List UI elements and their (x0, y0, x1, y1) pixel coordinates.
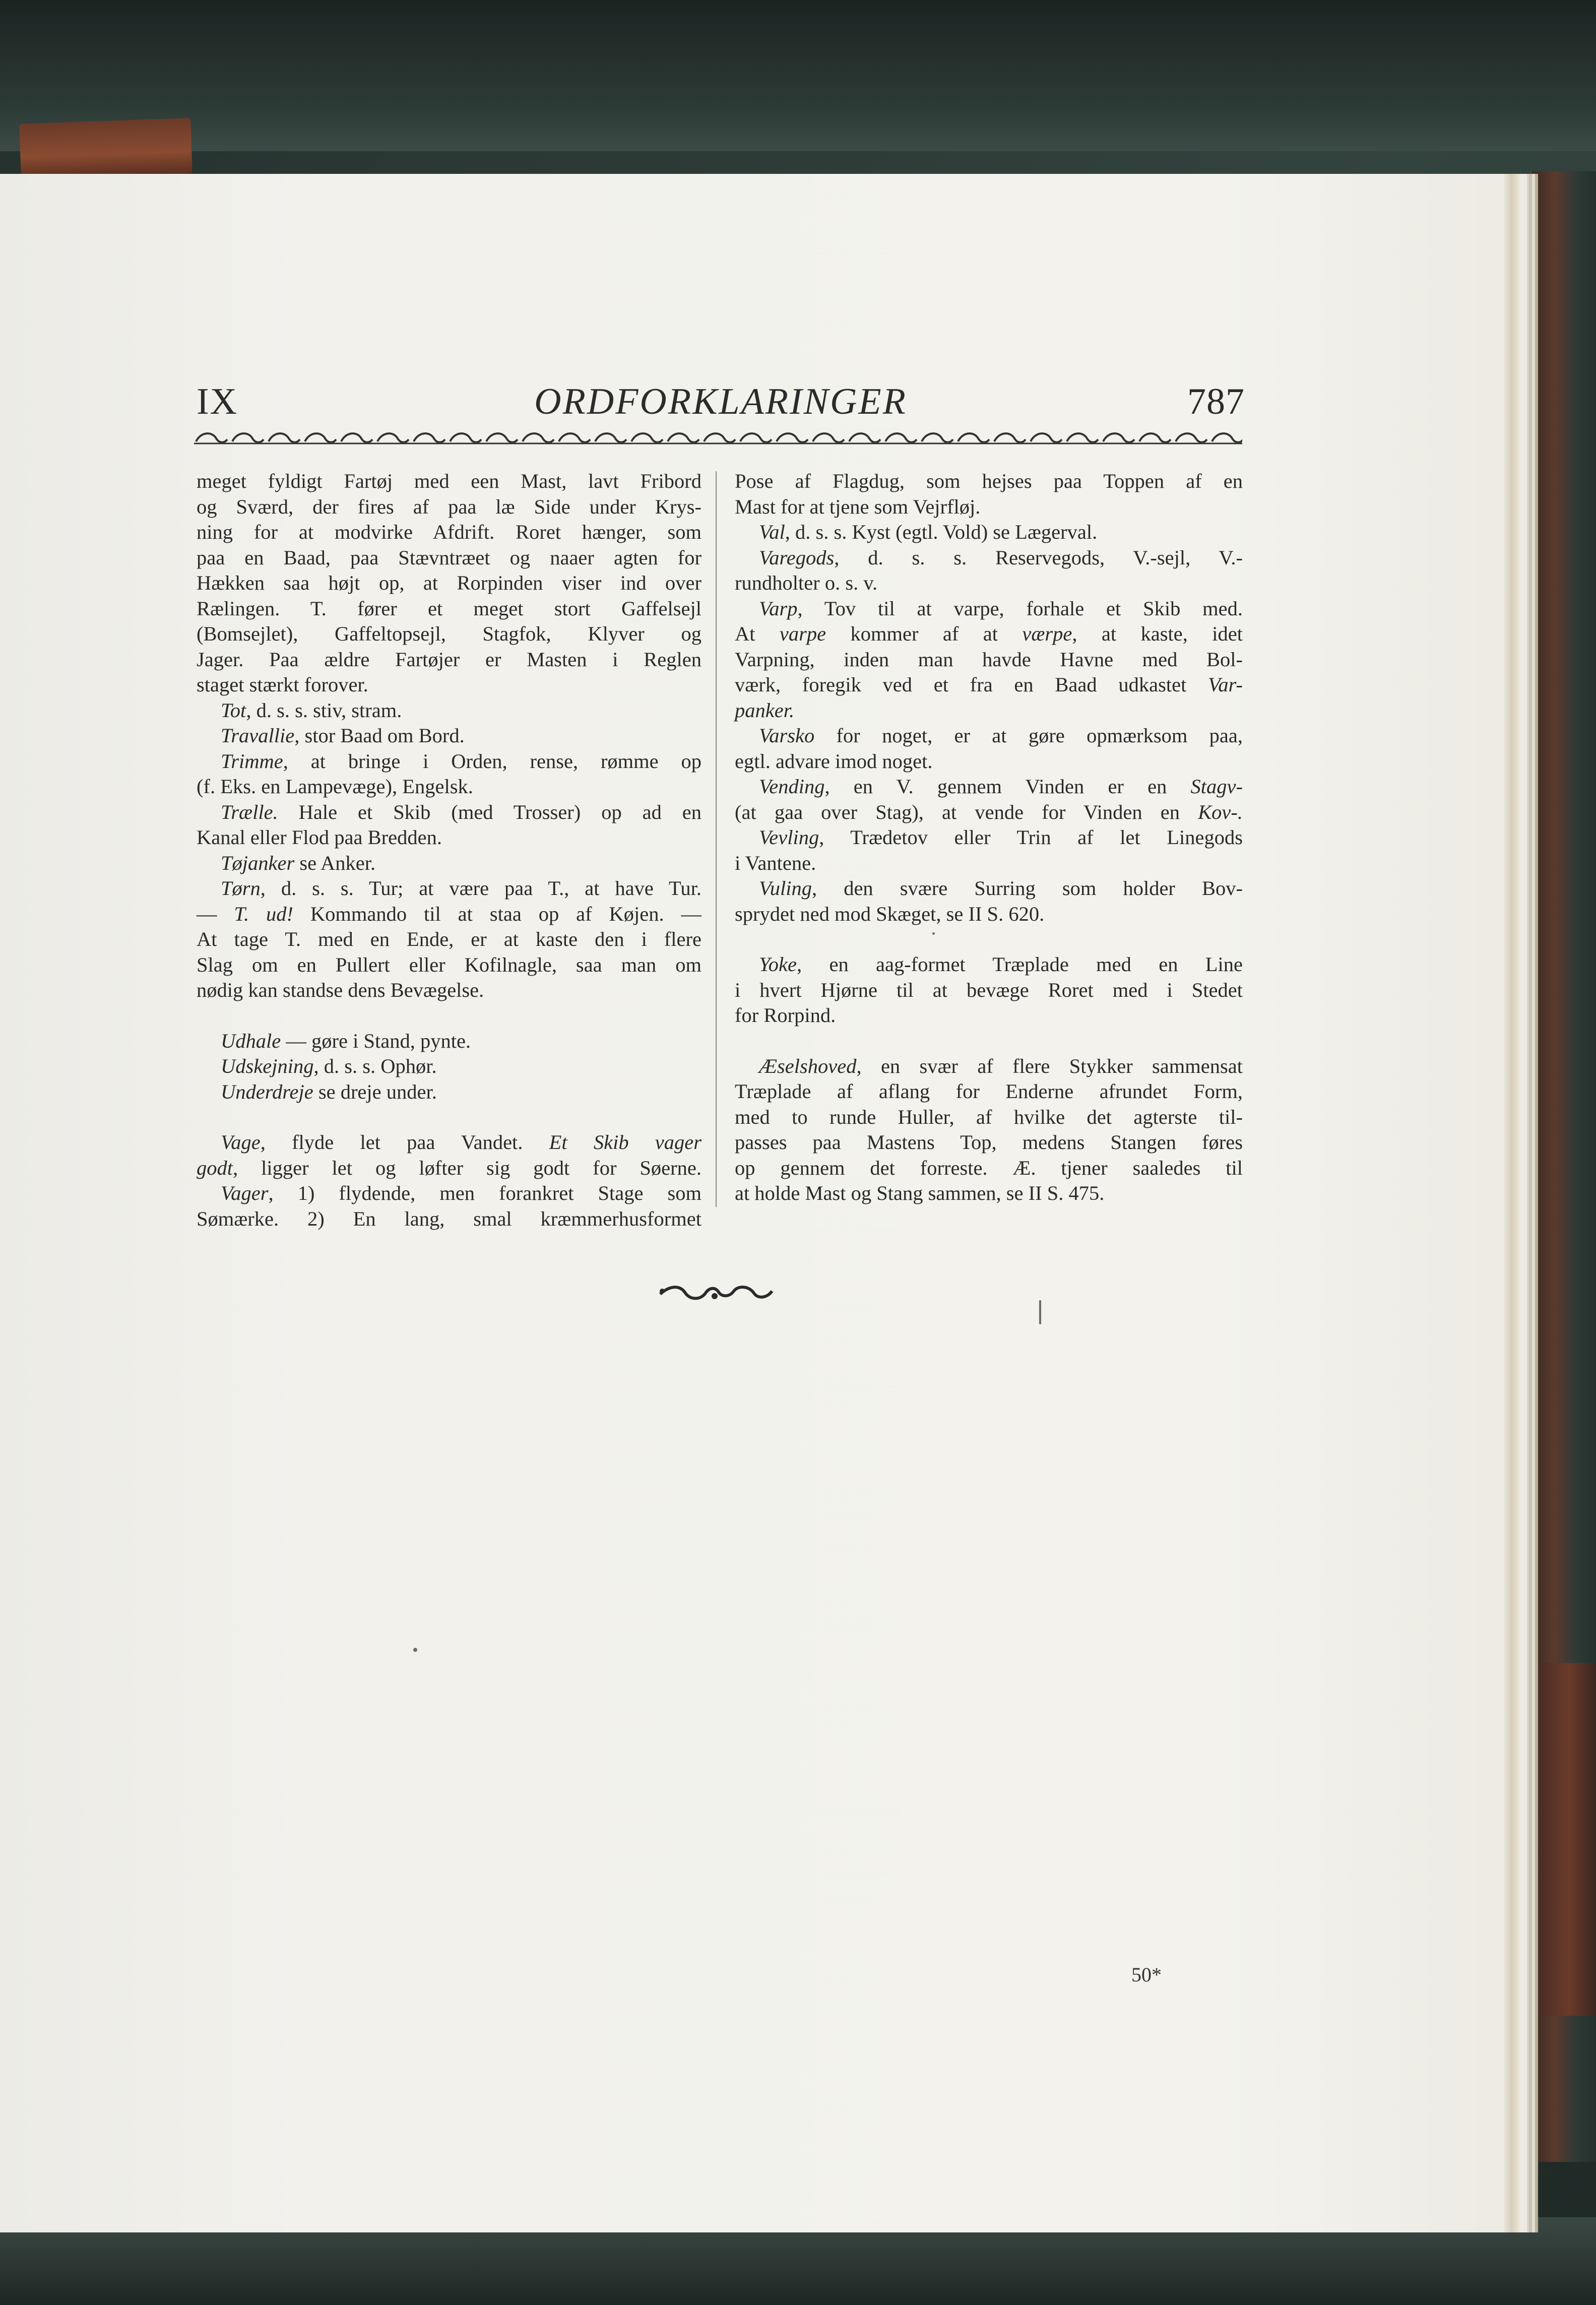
text-line: (at gaa over Stag), at vende for Vinden en Kov-. (735, 800, 1243, 823)
text-line: Sømærke. 2) En lang, smal kræmmerhusformet (197, 1207, 701, 1230)
text-line: Tot, d. s. s. stiv, stram. (221, 698, 402, 722)
text-line: Udskejning, d. s. s. Ophør. (221, 1055, 437, 1077)
text-line: Kanal eller Flod paa Bredden. (197, 826, 442, 849)
page-title: ORDFORKLARINGER (534, 381, 907, 422)
text-line: Vevling, Trædetov eller Trin af let Linegods (759, 826, 1243, 849)
text-line: Vager, 1) flydende, men forankret Stage som (221, 1182, 701, 1204)
text-line: værk, foregik ved et fra en Baad udkastet Var- (735, 673, 1243, 696)
text-line: (f. Eks. en Lampevæge), Engelsk. (197, 775, 473, 798)
page-blemish (932, 932, 935, 935)
page-blemish (413, 1648, 417, 1652)
text-line: Underdreje se dreje under. (221, 1080, 437, 1103)
text-line: panker. (735, 698, 795, 722)
text-line: Vending, en V. gennem Vinden er en Stagv- (759, 775, 1243, 798)
entry-group-gap (735, 927, 1243, 952)
book-cover-top (0, 0, 1596, 151)
text-line: op gennem det forreste. Æ. tjener saaledes til (735, 1156, 1243, 1179)
text-line: Varpning, inden man havde Havne med Bol- (735, 648, 1243, 671)
text-line: Slag om en Pullert eller Kofilnagle, saa man om (197, 953, 701, 976)
leather-corner-bottom (1542, 1663, 1596, 2016)
page-blemish (1039, 1300, 1041, 1324)
text-line: Varp, Tov til at varpe, forhale et Skib med. (759, 597, 1243, 620)
column-divider (716, 471, 717, 1207)
text-line: meget fyldigt Fartøj med een Mast, lavt Fribord (197, 470, 701, 492)
text-line: At tage T. med en Ende, er at kaste den i flere (197, 928, 701, 950)
ornamental-rule (194, 428, 1242, 449)
text-line: Vuling, den svære Surring som holder Bov- (759, 877, 1243, 900)
page-edges (1504, 174, 1519, 2232)
ornament-path (196, 433, 1242, 442)
text-line: Tørn, d. s. s. Tur; at være paa T., at have Tur. (221, 877, 701, 900)
text-line: Trælle. Hale et Skib (med Trosser) op ad en (221, 800, 701, 823)
text-line: — T. ud! Kommando til at staa op af Køjen. — (197, 902, 701, 925)
text-line: ning for at modvirke Afdrift. Roret hænger, som (197, 521, 701, 543)
text-line: Udhale — gøre i Stand, pynte. (221, 1029, 471, 1052)
text-line: egtl. advare imod noget. (735, 749, 933, 773)
text-line: med to runde Huller, af hvilke det agterste til- (735, 1105, 1243, 1128)
text-line: Pose af Flagdug, som hejses paa Toppen af en (735, 470, 1243, 492)
text-line: (Bomsejlet), Gaffeltopsejl, Stagfok, Klyver og (197, 622, 701, 645)
text-line: At varpe kommer af at værpe, at kaste, idet (735, 622, 1243, 645)
entry-group-gap (735, 1029, 1243, 1054)
text-line: Æselshoved, en svær af flere Stykker sammensat (759, 1054, 1243, 1077)
text-line: Tøjanker se Anker. (221, 851, 376, 874)
text-line: passes paa Mastens Top, medens Stangen føres (735, 1131, 1243, 1154)
text-line: Varsko for noget, er at gøre opmærksom paa, (759, 724, 1243, 747)
text-line: godt, ligger let og løfter sig godt for Søerne. (197, 1156, 701, 1179)
entry-group-gap (197, 1105, 701, 1130)
text-line: at holde Mast og Stang sammen, se II S. 475. (735, 1182, 1105, 1204)
text-line: paa en Baad, paa Stævntræet og naaer agten for (197, 546, 701, 569)
text-line: og Sværd, der fires af paa læ Side under Krys- (197, 495, 701, 518)
text-line: Trimme, at bringe i Orden, rense, rømme op (221, 749, 701, 773)
text-line: Mast for at tjene som Vejrfløj. (735, 495, 981, 518)
page-number: 787 (1187, 381, 1245, 422)
leather-corner (19, 118, 193, 179)
text-line: nødig kan standse dens Bevægelse. (197, 979, 484, 1001)
left-column (197, 469, 701, 1232)
text-line: Rælingen. T. fører et meget stort Gaffelsejl (197, 597, 701, 620)
right-column (735, 469, 1243, 1206)
text-line: Travallie, stor Baad om Bord. (221, 724, 465, 747)
text-line: i hvert Hjørne til at bevæge Roret med i Stedet (735, 978, 1243, 1001)
running-header (197, 380, 1245, 436)
text-line: Hækken saa højt op, at Rorpinden viser ind over (197, 571, 701, 594)
signature-mark: 50* (1131, 1963, 1162, 1986)
section-number: IX (197, 381, 238, 422)
text-line: Varegods, d. s. s. Reservegods, V.-sejl, V.- (759, 546, 1243, 569)
entry-group-gap (197, 1003, 701, 1029)
text-line: Yoke, en aag-formet Træplade med en Line (759, 953, 1243, 976)
text-line: sprydet ned mod Skæget, se II S. 620. (735, 902, 1045, 925)
end-flourish-ornament (655, 1280, 776, 1305)
text-line: rundholter o. s. v. (735, 571, 878, 594)
text-line: staget stærkt forover. (197, 673, 368, 696)
text-line: Træplade af aflang for Enderne afrundet Form, (735, 1080, 1243, 1103)
text-line: for Rorpind. (735, 1004, 836, 1027)
text-line: i Vantene. (735, 851, 816, 874)
text-line: Jager. Paa ældre Fartøjer er Masten i Reglen (197, 648, 701, 671)
text-line: Vage, flyde let paa Vandet. Et Skib vager (221, 1131, 701, 1154)
text-line: Val, d. s. s. Kyst (egtl. Vold) se Lægerval. (759, 521, 1098, 543)
